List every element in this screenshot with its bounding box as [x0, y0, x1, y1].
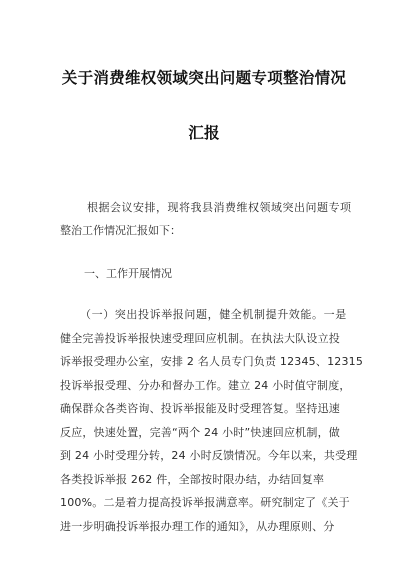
body-line: 确保群众各类咨询、投诉举报能及时受理答复。坚持迅速: [60, 402, 340, 415]
body-line: 反应，快速处置，完善“两个 24 小时”快速回应机制，做: [60, 425, 340, 439]
body-line: 进一步明确投诉举报办理工作的通知》，从办理原则、分: [60, 519, 335, 533]
intro-paragraph: [60, 200, 350, 246]
body-line: 到 24 小时受理分转，24 小时反馈情况。今年以来，共受理: [60, 449, 358, 462]
body-line: （一）突出投诉举报问题，健全机制提升效能。一是: [80, 308, 347, 321]
document-title-line-1: 关于消费维权领域突出问题专项整治情况: [61, 69, 347, 87]
body-line: 诉举报受理办公室，安排 2 名人员专门负责 12345、12315: [60, 355, 364, 368]
body-line: 各类投诉举报 262 件，全部按时限办结，办结回复率: [60, 472, 325, 486]
intro-line: 根据会议安排，现将我县消费维权领域突出问题专项: [87, 201, 352, 214]
section-heading: 一、工作开展情况: [84, 267, 172, 280]
body-line: 100%。二是着力提高投诉举报满意率。研究制定了《关于: [60, 496, 350, 509]
document-title-line-2: 汇报: [188, 124, 220, 142]
body-paragraph: [60, 307, 364, 542]
body-line: 投诉举报受理、分办和督办工作。建立 24 小时值守制度，: [60, 378, 351, 392]
body-line: 健全完善投诉举报快速受理回应机制。在执法大队设立投: [60, 331, 340, 345]
intro-line: 整治工作情况汇报如下：: [60, 224, 181, 237]
